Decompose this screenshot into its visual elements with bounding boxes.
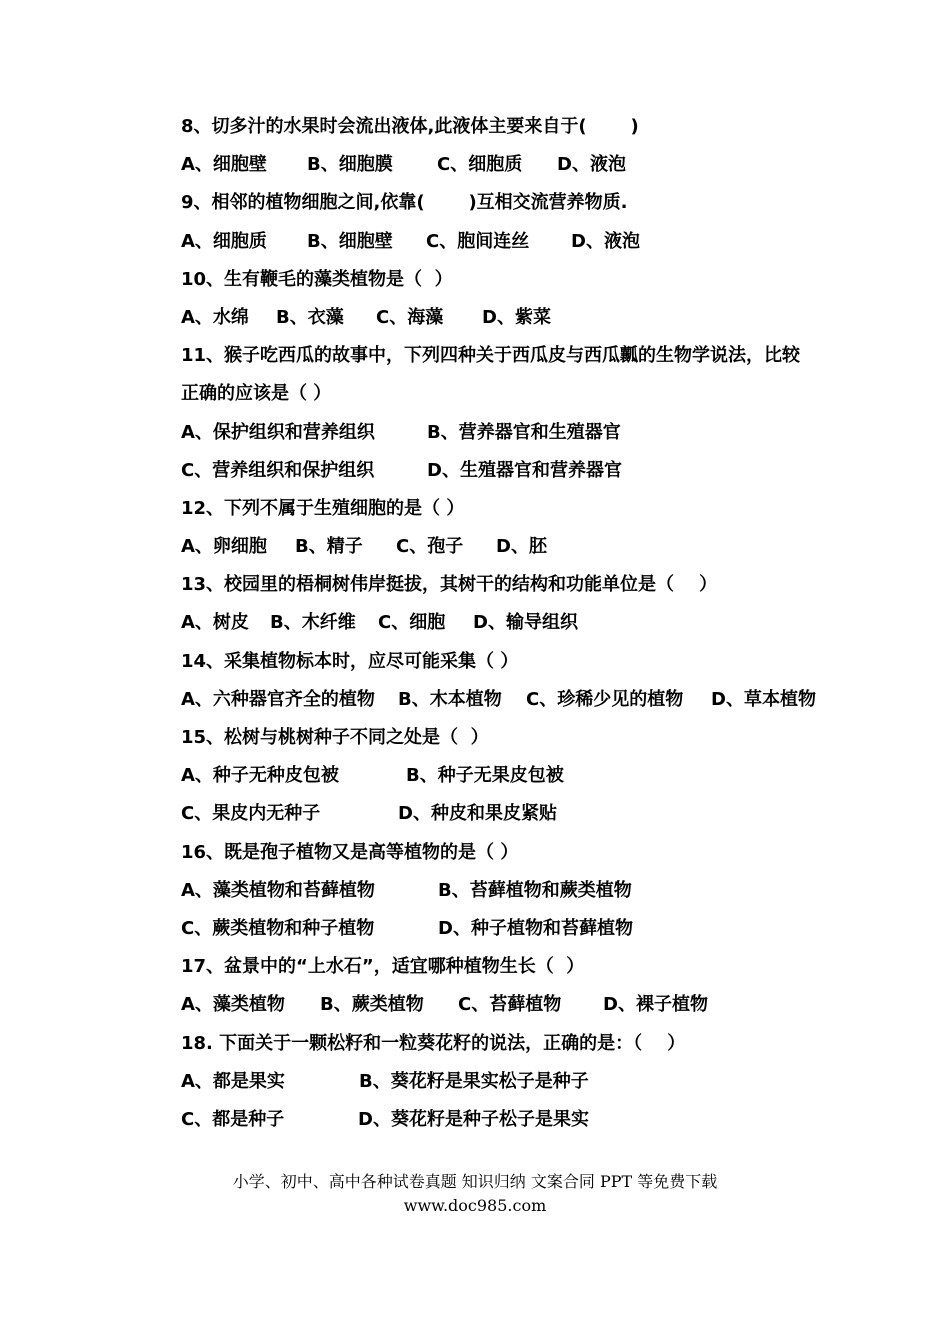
question-list — [181, 108, 871, 1139]
option-16-c: C、蕨类植物和种子植物 — [181, 917, 375, 939]
question-10: 10、生有鞭毛的藻类植物是（ ） — [181, 268, 453, 290]
option-9-d: D、液泡 — [571, 230, 640, 252]
option-16-b: B、苔藓植物和蕨类植物 — [438, 879, 632, 901]
option-14-b: B、木本植物 — [398, 688, 502, 710]
option-8-b: B、细胞膜 — [307, 154, 393, 176]
option-17-d: D、裸子植物 — [603, 994, 708, 1016]
option-18-c: C、都是种子 — [181, 1108, 285, 1130]
options-8 — [181, 146, 871, 184]
options-16-row-1 — [181, 872, 871, 910]
option-17-b: B、蕨类植物 — [320, 994, 424, 1016]
options-11-row-1 — [181, 414, 871, 452]
option-18-d: D、葵花籽是种子松子是果实 — [358, 1108, 589, 1130]
option-18-b: B、葵花籽是果实松子是种子 — [359, 1070, 589, 1092]
option-12-b: B、精子 — [295, 536, 363, 558]
question-13: 13、校园里的梧桐树伟岸挺拔，其树干的结构和功能单位是（ ） — [181, 574, 718, 596]
question-8: 8、切多汁的水果时会流出液体,此液体主要来自于( ) — [181, 116, 639, 137]
option-10-d: D、紫菜 — [482, 306, 551, 328]
option-13-b: B、木纤维 — [270, 612, 356, 634]
option-10-a: A、水绵 — [181, 306, 249, 328]
footer-website: www.doc985.com — [403, 1196, 547, 1215]
option-8-c: C、细胞质 — [437, 154, 523, 176]
options-10 — [181, 299, 871, 337]
option-14-c: C、珍稀少见的植物 — [526, 688, 684, 710]
option-16-a: A、藻类植物和苔藓植物 — [181, 879, 375, 901]
option-11-c: C、营养组织和保护组织 — [181, 459, 375, 481]
options-14 — [181, 681, 871, 719]
option-11-a: A、保护组织和营养组织 — [181, 421, 375, 443]
option-17-c: C、苔藓植物 — [458, 994, 562, 1016]
question-14: 14、采集植物标本时，应尽可能采集（ ） — [181, 650, 519, 672]
option-15-d: D、种皮和果皮紧贴 — [398, 803, 557, 825]
question-18: 18. 下面关于一颗松籽和一粒葵花籽的说法，正确的是：（ ） — [181, 1032, 686, 1054]
option-9-b: B、细胞壁 — [307, 230, 393, 252]
page-footer — [0, 1170, 950, 1218]
options-16-row-2 — [181, 910, 871, 948]
option-15-a: A、种子无种皮包被 — [181, 765, 339, 787]
option-18-a: A、都是果实 — [181, 1070, 285, 1092]
question-12: 12、下列不属于生殖细胞的是（ ） — [181, 497, 465, 519]
option-9-c: C、胞间连丝 — [426, 230, 530, 252]
question-11-line-2: 正确的应该是（ ） — [181, 383, 332, 405]
option-9-a: A、细胞质 — [181, 230, 267, 252]
question-11-line-1: 11、猴子吃西瓜的故事中，下列四种关于西瓜皮与西瓜瓤的生物学说法，比较 — [181, 345, 801, 367]
option-16-d: D、种子植物和苔藓植物 — [438, 917, 633, 939]
question-16: 16、既是孢子植物又是高等植物的是（ ） — [181, 841, 519, 863]
option-12-c: C、孢子 — [396, 536, 464, 558]
options-15-row-1 — [181, 757, 871, 795]
option-13-d: D、输导组织 — [473, 612, 578, 634]
question-15: 15、松树与桃树种子不同之处是（ ） — [181, 727, 489, 748]
options-15-row-2 — [181, 795, 871, 833]
option-12-a: A、卵细胞 — [181, 536, 267, 558]
option-14-a: A、六种器官齐全的植物 — [181, 688, 375, 710]
option-17-a: A、藻类植物 — [181, 994, 285, 1016]
option-15-b: B、种子无果皮包被 — [406, 765, 564, 787]
option-15-c: C、果皮内无种子 — [181, 803, 321, 825]
option-8-d: D、液泡 — [557, 154, 626, 176]
options-13 — [181, 604, 871, 642]
option-14-d: D、草本植物 — [711, 688, 816, 710]
options-12 — [181, 528, 871, 566]
option-11-d: D、生殖器官和营养器官 — [427, 459, 622, 481]
question-17: 17、盆景中的“上水石”，适宜哪种植物生长（ ） — [181, 956, 585, 978]
options-18-row-1 — [181, 1063, 871, 1101]
option-13-c: C、细胞 — [378, 612, 446, 634]
options-18-row-2 — [181, 1101, 871, 1139]
footer-tagline: 小学、初中、高中各种试卷真题 知识归纳 文案合同 PPT 等免费下载 — [232, 1172, 718, 1191]
option-13-a: A、树皮 — [181, 612, 249, 634]
option-10-b: B、衣藻 — [276, 306, 344, 328]
option-8-a: A、细胞壁 — [181, 154, 267, 176]
question-9: 9、相邻的植物细胞之间,依靠( )互相交流营养物质. — [181, 192, 628, 214]
option-11-b: B、营养器官和生殖器官 — [427, 421, 621, 443]
options-11-row-2 — [181, 452, 871, 490]
options-9 — [181, 223, 871, 261]
option-10-c: C、海藻 — [376, 306, 444, 328]
options-17 — [181, 986, 871, 1024]
option-12-d: D、胚 — [496, 536, 547, 558]
